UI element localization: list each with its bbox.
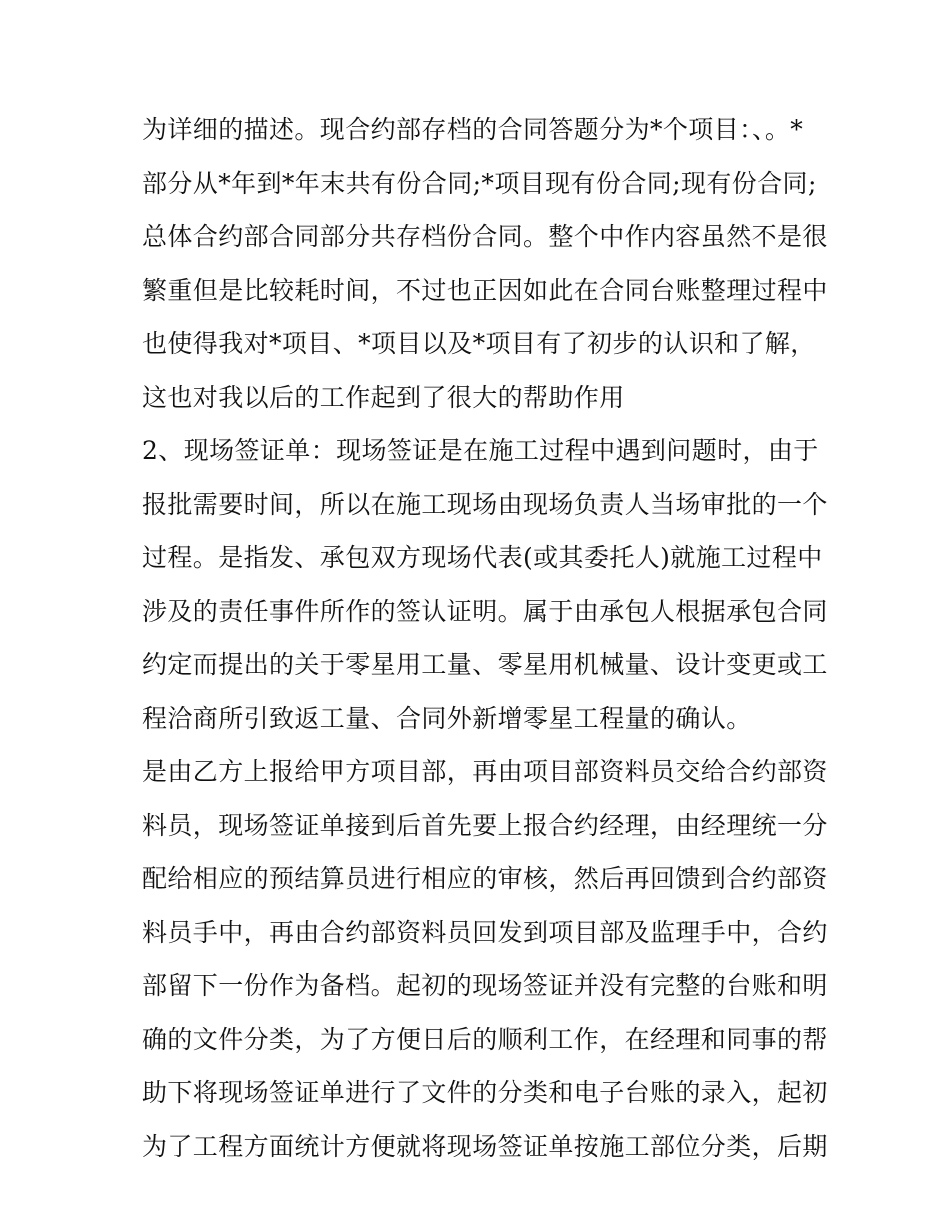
text-line: 程洽商所引致返工量、合同外新增零星工程量的确认。 (142, 703, 752, 733)
text-line: 涉及的责任事件所作的签认证明。属于由承包人根据承包合同 (142, 596, 828, 626)
text-line: 是由乙方上报给甲方项目部，再由项目部资料员交给合约部资 (142, 757, 828, 786)
text-line: 为了工程方面统计方便就将现场签证单按施工部位分类，后期 (142, 1131, 828, 1161)
text-line: 确的文件分类，为了方便日后的顺利工作，在经理和同事的帮 (142, 1024, 828, 1054)
text-line: 过程。是指发、承包双方现场代表(或其委托人)就施工过程中 (142, 543, 823, 572)
text-line: 2、现场签证单：现场签证是在施工过程中遇到问题时，由于 (142, 436, 819, 465)
text-line: 也使得我对*项目、*项目以及*项目有了初步的认识和了解， (142, 329, 816, 358)
text-line: 助下将现场签证单进行了文件的分类和电子台账的录入，起初 (142, 1078, 828, 1107)
text-line: 这也对我以后的工作起到了很大的帮助作用 (142, 382, 625, 412)
text-line: 部留下一份作为备档。起初的现场签证并没有完整的台账和明 (142, 971, 828, 1000)
text-line: 繁重但是比较耗时间，不过也正因如此在合同台账整理过程中 (142, 275, 828, 305)
text-line: 约定而提出的关于零星用工量、零星用机械量、设计变更或工 (142, 650, 828, 679)
text-line: 料员，现场签证单接到后首先要上报合约经理，由经理统一分 (142, 810, 828, 840)
text-line: 部分从*年到*年末共有份合同;*项目现有份合同;现有份合同; (142, 168, 817, 198)
document-body (142, 103, 828, 1173)
text-line: 为详细的描述。现合约部存档的合同答题分为*个项目：、。* (142, 115, 804, 144)
text-line: 料员手中，再由合约部资料员回发到项目部及监理手中，合约 (142, 917, 828, 947)
text-line: 总体合约部合同部分共存档份合同。整个中作内容虽然不是很 (142, 222, 828, 251)
text-line: 配给相应的预结算员进行相应的审核，然后再回馈到合约部资 (142, 864, 828, 893)
text-line: 报批需要时间，所以在施工现场由现场负责人当场审批的一个 (142, 489, 828, 519)
